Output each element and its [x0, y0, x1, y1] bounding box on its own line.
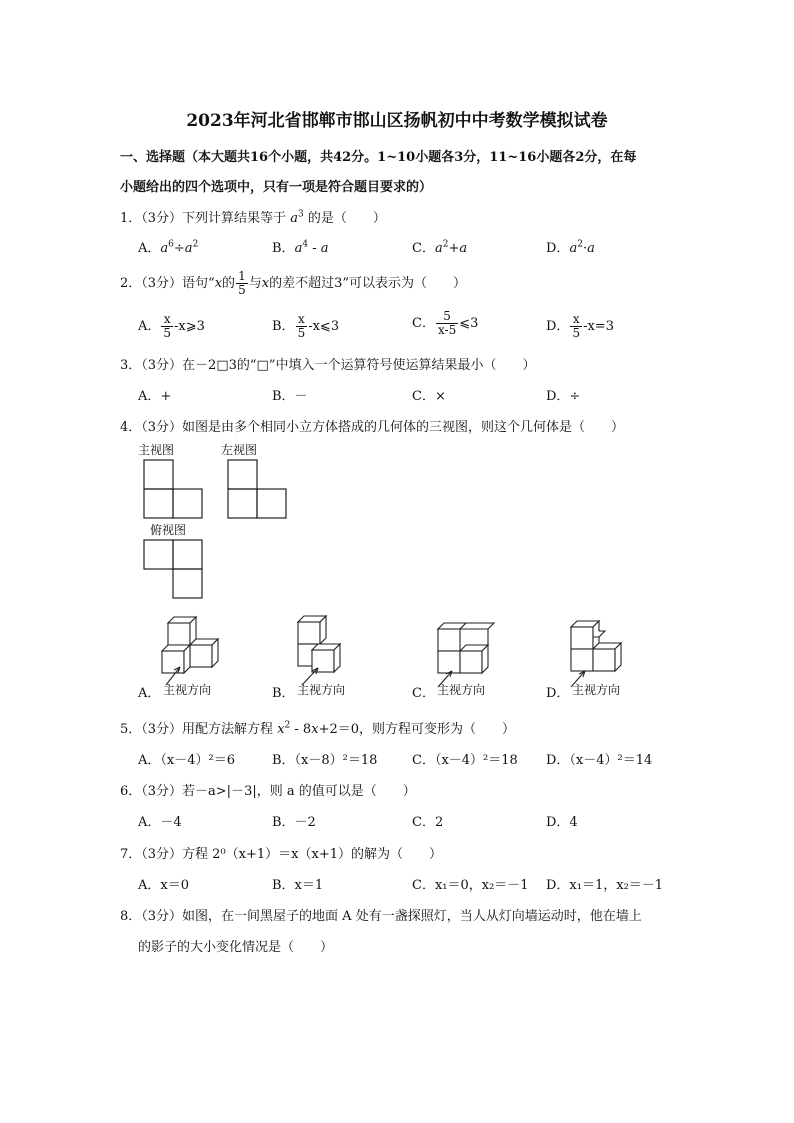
question-7-stem: 7．（3分）方程 2⁰（x+1）＝x（x+1）的解为（ ）: [120, 847, 442, 862]
option-d-solid-figure: [565, 615, 645, 690]
question-2-option-b: B． $\frac{x}{5}$ -x⩽3: [272, 312, 340, 340]
question-7-option-a: A．x＝0: [138, 878, 189, 893]
question-3-stem: 3．（3分）在－2□3的“□”中填入一个运算符号使运算结果最小（ ）: [120, 358, 536, 373]
option-a-solid-figure: [150, 615, 230, 690]
section-heading-line-1: 一、选择题（本大题共16个小题，共42分。1~10小题各3分，11~16小题各2分，在每: [120, 150, 637, 165]
top-view-label: 俯视图: [150, 523, 187, 537]
direction-label-a: 主视方向: [163, 683, 212, 697]
question-4-option-a: A．: [138, 686, 161, 701]
question-2-option-d: D． $\frac{x}{5}$ -x=3: [546, 312, 614, 340]
question-8-stem-line-2: 的影子的大小变化情况是（ ）: [138, 940, 334, 955]
left-view-label: 左视图: [221, 443, 258, 457]
question-5-option-c: C．（x－4）²＝18: [412, 753, 518, 768]
question-5-option-d: D．（x－4）²＝14: [546, 753, 653, 768]
question-4-option-c: C．: [412, 686, 435, 701]
section-heading-line-2: 小题给出的四个选项中，只有一项是符合题目要求的）: [120, 180, 433, 195]
top-view-figure: [142, 538, 212, 602]
question-6-option-a: A．－4: [138, 815, 182, 830]
question-6-option-b: B．－2: [272, 815, 316, 830]
question-1-option-c: C．$a^2+a$: [412, 239, 468, 256]
question-3-option-c: C．×: [412, 389, 446, 404]
question-1-option-a: A．$a^6\div a^2$: [138, 239, 199, 256]
question-7-option-b: B．x＝1: [272, 878, 324, 893]
question-1-option-b: B．$a^4$ - a: [272, 239, 329, 256]
direction-label-c: 主视方向: [437, 683, 486, 697]
front-view-figure: [140, 458, 210, 522]
question-7-option-d: D．x₁＝1，x₂＝－1: [546, 878, 664, 893]
question-3-option-d: D．÷: [546, 389, 581, 404]
page-title: 2023年河北省邯郸市邯山区扬帆初中中考数学模拟试卷: [186, 111, 608, 131]
question-4-option-d: D．: [546, 686, 570, 701]
question-4-stem: 4．（3分）如图是由多个相同小立方体搭成的几何体的三视图，则这个几何体是（ ）: [120, 420, 625, 435]
direction-label-d: 主视方向: [572, 683, 621, 697]
question-6-option-d: D．4: [546, 815, 578, 830]
question-6-stem: 6．（3分）若－a>|－3|，则 a 的值可以是（ ）: [120, 784, 416, 799]
front-view-label: 主视图: [138, 443, 175, 457]
option-c-solid-figure: [430, 615, 520, 690]
question-5-option-b: B．（x－8）²＝18: [272, 753, 378, 768]
question-2-option-c: C． $\frac{5}{x-5}$ ⩽3: [412, 309, 479, 337]
question-6-option-c: C．2: [412, 815, 444, 830]
question-5-option-a: A．（x－4）²＝6: [138, 753, 235, 768]
question-7-option-c: C．x₁＝0，x₂＝－1: [412, 878, 529, 893]
question-3-option-a: A．+: [138, 389, 172, 404]
question-8-stem-line-1: 8．（3分）如图，在一间黑屋子的地面 A 处有一盏探照灯，当人从灯向墙运动时，他在墙上: [120, 909, 642, 924]
direction-label-b: 主视方向: [297, 683, 346, 697]
question-3-option-b: B．－: [272, 389, 308, 404]
question-2-option-a: A． $\frac{x}{5}$ -x⩾3: [138, 312, 205, 340]
question-1-option-d: D．$a^2\cdot a$: [546, 239, 595, 256]
question-5-stem: 5．（3分）用配方法解方程 $x^2 - 8x+2=0$，则方程可变形为（ ）: [120, 720, 515, 737]
left-view-figure: [224, 458, 294, 522]
question-2-stem: 2．（3分）语句“x的 $\frac{1}{5}$ 与x的差不超过3”可以表示为（ ）: [120, 269, 466, 297]
option-b-solid-figure: [290, 612, 370, 687]
question-1-stem: 1．（3分）下列计算结果等于 $a^3$ 的是（ ）: [120, 209, 386, 226]
question-4-option-b: B．: [272, 686, 295, 701]
